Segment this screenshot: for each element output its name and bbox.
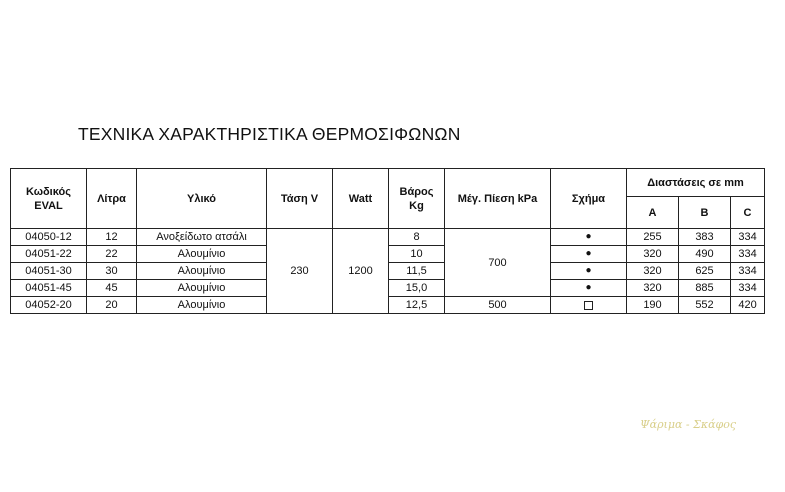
cell-dim-b: 625 (679, 263, 731, 280)
header-voltage: Τάση V (267, 169, 333, 229)
shape-round-icon: ● (551, 280, 627, 297)
cell-weight: 15,0 (389, 280, 445, 297)
header-dimensions: Διαστάσεις σε mm (627, 169, 765, 197)
cell-liters: 45 (87, 280, 137, 297)
cell-pressure: 500 (445, 297, 551, 314)
cell-dim-a: 320 (627, 263, 679, 280)
cell-code: 04052-20 (11, 297, 87, 314)
shape-square-icon (584, 301, 593, 310)
cell-liters: 30 (87, 263, 137, 280)
watermark-signature: Ψάριμα - Σκάφος (640, 418, 737, 431)
cell-weight: 8 (389, 229, 445, 246)
cell-dim-a: 255 (627, 229, 679, 246)
shape-round-icon: ● (551, 246, 627, 263)
page-title: ΤΕΧΝΙΚΑ ΧΑΡΑΚΤΗΡΙΣΤΙΚΑ ΘΕΡΜΟΣΙΦΩΝΩΝ (78, 124, 461, 144)
header-dim-b: B (679, 197, 731, 229)
cell-code: 04051-22 (11, 246, 87, 263)
table-row (11, 229, 765, 246)
cell-shape (551, 297, 627, 314)
cell-dim-c: 334 (731, 229, 765, 246)
specs-table (10, 168, 765, 314)
header-pressure: Μέγ. Πίεση kPa (445, 169, 551, 229)
header-liters: Λίτρα (87, 169, 137, 229)
cell-weight: 10 (389, 246, 445, 263)
cell-dim-a: 320 (627, 280, 679, 297)
cell-material: Ανοξείδωτο ατσάλι (137, 229, 267, 246)
cell-dim-b: 383 (679, 229, 731, 246)
cell-material: Αλουμίνιο (137, 263, 267, 280)
cell-dim-c: 334 (731, 246, 765, 263)
header-material: Υλικό (137, 169, 267, 229)
header-code: Κωδικός EVAL (11, 169, 87, 229)
cell-dim-b: 885 (679, 280, 731, 297)
header-row (11, 169, 765, 197)
cell-code: 04050-12 (11, 229, 87, 246)
header-watt: Watt (333, 169, 389, 229)
header-shape: Σχήμα (551, 169, 627, 229)
cell-dim-c: 334 (731, 263, 765, 280)
header-weight: Βάρος Kg (389, 169, 445, 229)
shape-round-icon: ● (551, 263, 627, 280)
cell-voltage-shared: 230 (267, 229, 333, 314)
cell-dim-c: 334 (731, 280, 765, 297)
cell-liters: 22 (87, 246, 137, 263)
cell-weight: 11,5 (389, 263, 445, 280)
cell-weight: 12,5 (389, 297, 445, 314)
cell-dim-c: 420 (731, 297, 765, 314)
cell-material: Αλουμίνιο (137, 246, 267, 263)
header-dim-a: A (627, 197, 679, 229)
cell-dim-b: 552 (679, 297, 731, 314)
cell-dim-a: 190 (627, 297, 679, 314)
cell-material: Αλουμίνιο (137, 280, 267, 297)
cell-code: 04051-30 (11, 263, 87, 280)
cell-pressure-shared: 700 (445, 229, 551, 297)
cell-liters: 12 (87, 229, 137, 246)
shape-round-icon: ● (551, 229, 627, 246)
cell-dim-b: 490 (679, 246, 731, 263)
cell-code: 04051-45 (11, 280, 87, 297)
header-dim-c: C (731, 197, 765, 229)
cell-watt-shared: 1200 (333, 229, 389, 314)
cell-material: Αλουμίνιο (137, 297, 267, 314)
cell-liters: 20 (87, 297, 137, 314)
cell-dim-a: 320 (627, 246, 679, 263)
